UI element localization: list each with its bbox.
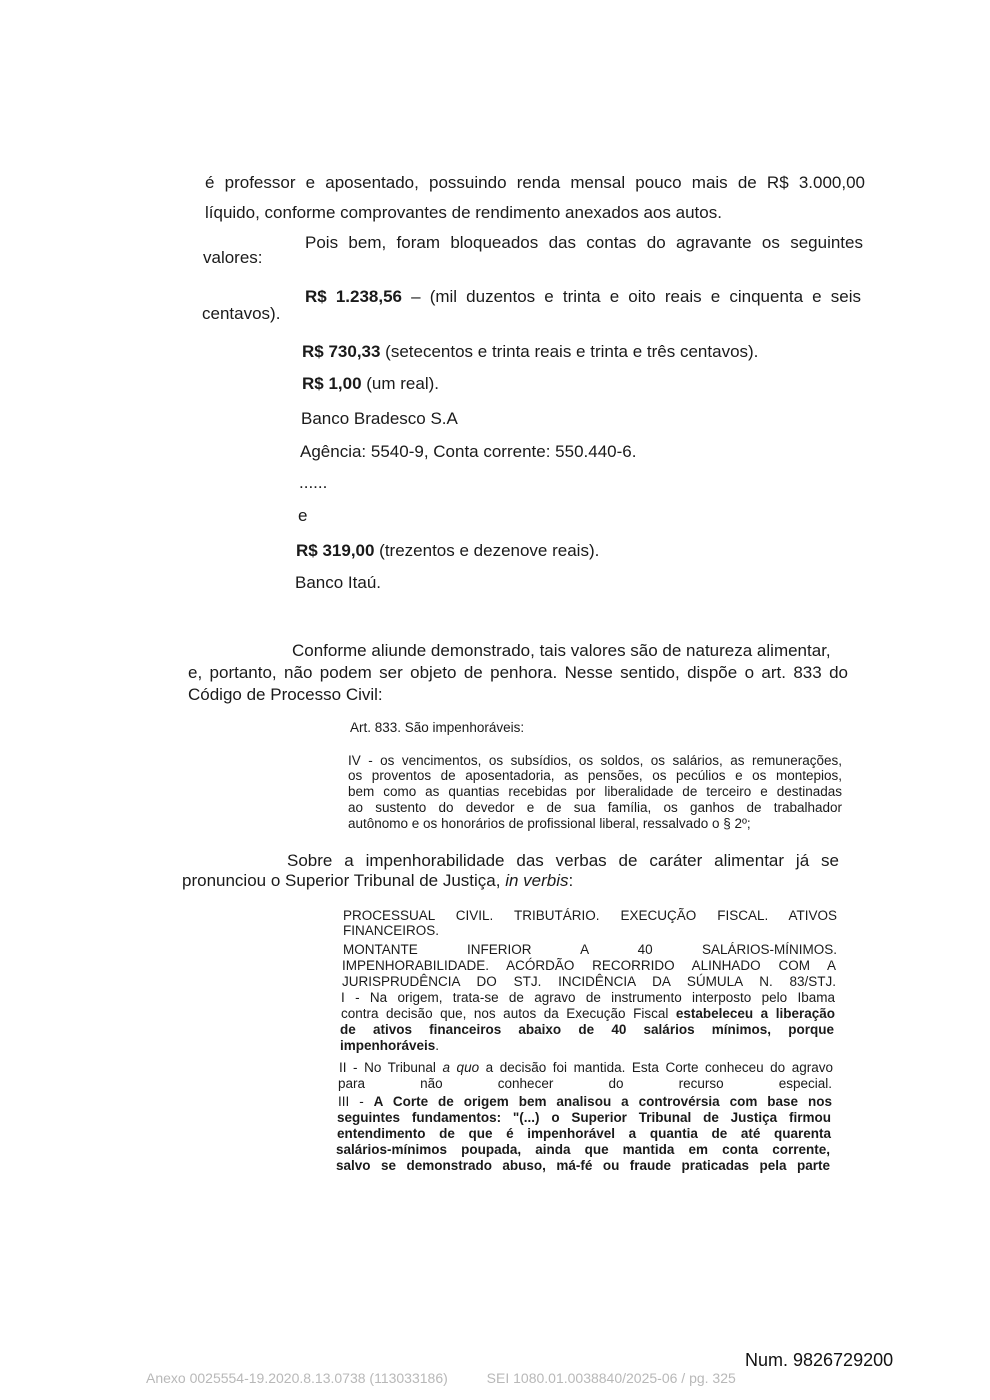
- bank-1-account: Agência: 5540-9, Conta corrente: 550.440-6.: [300, 442, 637, 461]
- intro-line-2: líquido, conforme comprovantes de rendimento anexados aos autos.: [205, 203, 722, 222]
- quote-stj-line-8: de ativos financeiros abaixo de 40 salários mínimos, porque: [340, 1022, 834, 1037]
- quote-stj-line-12-bold: A Corte de origem bem analisou a controvérsia com base nos: [373, 1094, 833, 1109]
- quote-cpc-line-3: bem como as quantias recebidas por liberalidade de terceiro e destinadas: [348, 784, 842, 799]
- value-3-text: (um real).: [361, 374, 440, 393]
- quote-stj-line-10-aquo: a quo: [442, 1060, 480, 1075]
- bank-1-name: Banco Bradesco S.A: [301, 409, 458, 428]
- value-1-continuation: centavos).: [202, 304, 281, 323]
- quote-stj-line-4: IMPENHORABILIDADE. ACÓRDÃO RECORRIDO ALINHADO COM A: [342, 958, 836, 973]
- para-sobre-line-2-text: pronunciou o Superior Tribunal de Justiça,: [182, 871, 506, 890]
- quote-stj-line-1: PROCESSUAL CIVIL. TRIBUTÁRIO. EXECUÇÃO FISCAL. ATIVOS: [343, 908, 837, 923]
- value-3-line: [302, 373, 602, 394]
- quote-stj-line-10-a: II - No Tribunal: [339, 1060, 443, 1075]
- quote-cpc-line-2: os proventos de aposentadoria, as pensões, os pecúlios e os montepios,: [348, 768, 842, 783]
- quote-stj-line-7-text: contra decisão que, nos autos da Execução Fiscal: [341, 1006, 676, 1021]
- value-4-amount: R$ 319,00: [296, 541, 375, 560]
- para-conforme-line-1: Conforme aliunde demonstrado, tais valores são de natureza alimentar,: [292, 641, 831, 660]
- ellipsis-dots: ......: [299, 473, 328, 492]
- quote-stj-line-12-a: III -: [338, 1094, 374, 1109]
- quote-stj-line-10: [339, 1060, 833, 1075]
- quote-stj-line-3: MONTANTE INFERIOR A 40 SALÁRIOS-MÍNIMOS.: [343, 942, 837, 957]
- quote-stj-line-16: salvo se demonstrado abuso, má-fé ou fraude praticadas pela parte: [336, 1158, 830, 1173]
- value-2-text: (setecentos e trinta reais e trinta e três centavos).: [380, 342, 759, 361]
- value-2-amount: R$ 730,33: [302, 342, 381, 361]
- quote-stj-line-10-c: a decisão foi mantida. Esta Corte conheceu do agravo: [479, 1060, 833, 1075]
- quote-cpc-line-5: autônomo e os honorários de profissional liberal, ressalvado o § 2º;: [348, 816, 751, 831]
- intro-line-1: é professor e aposentado, possuindo renda mensal pouco mais de R$ 3.000,00: [205, 173, 865, 192]
- quote-cpc-line-4: ao sustento do devedor e de sua família, os ganhos de trabalhador: [348, 800, 842, 815]
- value-4-line: [296, 540, 696, 561]
- para-sobre-line-1: Sobre a impenhorabilidade das verbas de caráter alimentar já se: [287, 851, 839, 870]
- quote-stj-line-2: FINANCEIROS.: [343, 923, 440, 938]
- quote-stj-line-9-end: .: [435, 1038, 440, 1053]
- quote-stj-line-9-bold: impenhoráveis: [340, 1038, 436, 1053]
- para-bloqueio-line-2: valores:: [203, 248, 263, 267]
- quote-stj-line-9: [340, 1038, 834, 1053]
- bank-2-name: Banco Itaú.: [295, 573, 382, 592]
- quote-stj-line-7: [341, 1006, 835, 1021]
- quote-stj-line-7-bold: estabeleceu a liberação: [675, 1006, 835, 1021]
- quote-stj-line-11: para não conhecer do recurso especial.: [338, 1076, 832, 1091]
- quote-stj-line-5: JURISPRUDÊNCIA DO STJ. INCIDÊNCIA DA SÚMULA N. 83/STJ.: [342, 974, 836, 989]
- value-3-amount: R$ 1,00: [302, 374, 362, 393]
- document-number: Num. 9826729200: [745, 1350, 894, 1370]
- quote-stj-line-6: I - Na origem, trata-se de agravo de instrumento interposto pelo Ibama: [341, 990, 835, 1005]
- value-4-text: (trezentos e dezenove reais).: [374, 541, 600, 560]
- quote-cpc-line-1: IV - os vencimentos, os subsídios, os soldos, os salários, as remunerações,: [348, 753, 842, 768]
- quote-stj-line-12: [338, 1094, 832, 1109]
- para-conforme-line-3: Código de Processo Civil:: [188, 685, 383, 704]
- para-sobre-colon: :: [568, 871, 574, 890]
- quote-cpc-title: Art. 833. São impenhoráveis:: [350, 720, 525, 735]
- para-sobre-line-2: [182, 870, 742, 891]
- value-2-line: [302, 341, 802, 362]
- conjunction-e: e: [298, 506, 308, 525]
- quote-stj-line-15: salários-mínimos poupada, ainda que mantida em conta corrente,: [336, 1142, 830, 1157]
- para-bloqueio-line-1: Pois bem, foram bloqueados das contas do agravante os seguintes: [305, 233, 863, 252]
- para-conforme-line-2: e, portanto, não podem ser objeto de penhora. Nesse sentido, dispõe o art. 833 do: [188, 663, 848, 682]
- para-sobre-in-verbis: in verbis: [505, 871, 569, 890]
- value-1-text: – (mil duzentos e trinta e oito reais e cinquenta e seis: [402, 287, 861, 306]
- footer-stamp: Anexo 0025554-19.2020.8.13.0738 (113033186) SEI 1080.01.0038840/2025-06 / pg. 325: [146, 1370, 736, 1386]
- quote-stj-line-13: seguintes fundamentos: "(...) o Superior Tribunal de Justiça firmou: [337, 1110, 831, 1125]
- quote-stj-line-14: entendimento de que é impenhorável a quantia de até quarenta: [337, 1126, 831, 1141]
- value-1-amount: R$ 1.238,56: [305, 287, 403, 306]
